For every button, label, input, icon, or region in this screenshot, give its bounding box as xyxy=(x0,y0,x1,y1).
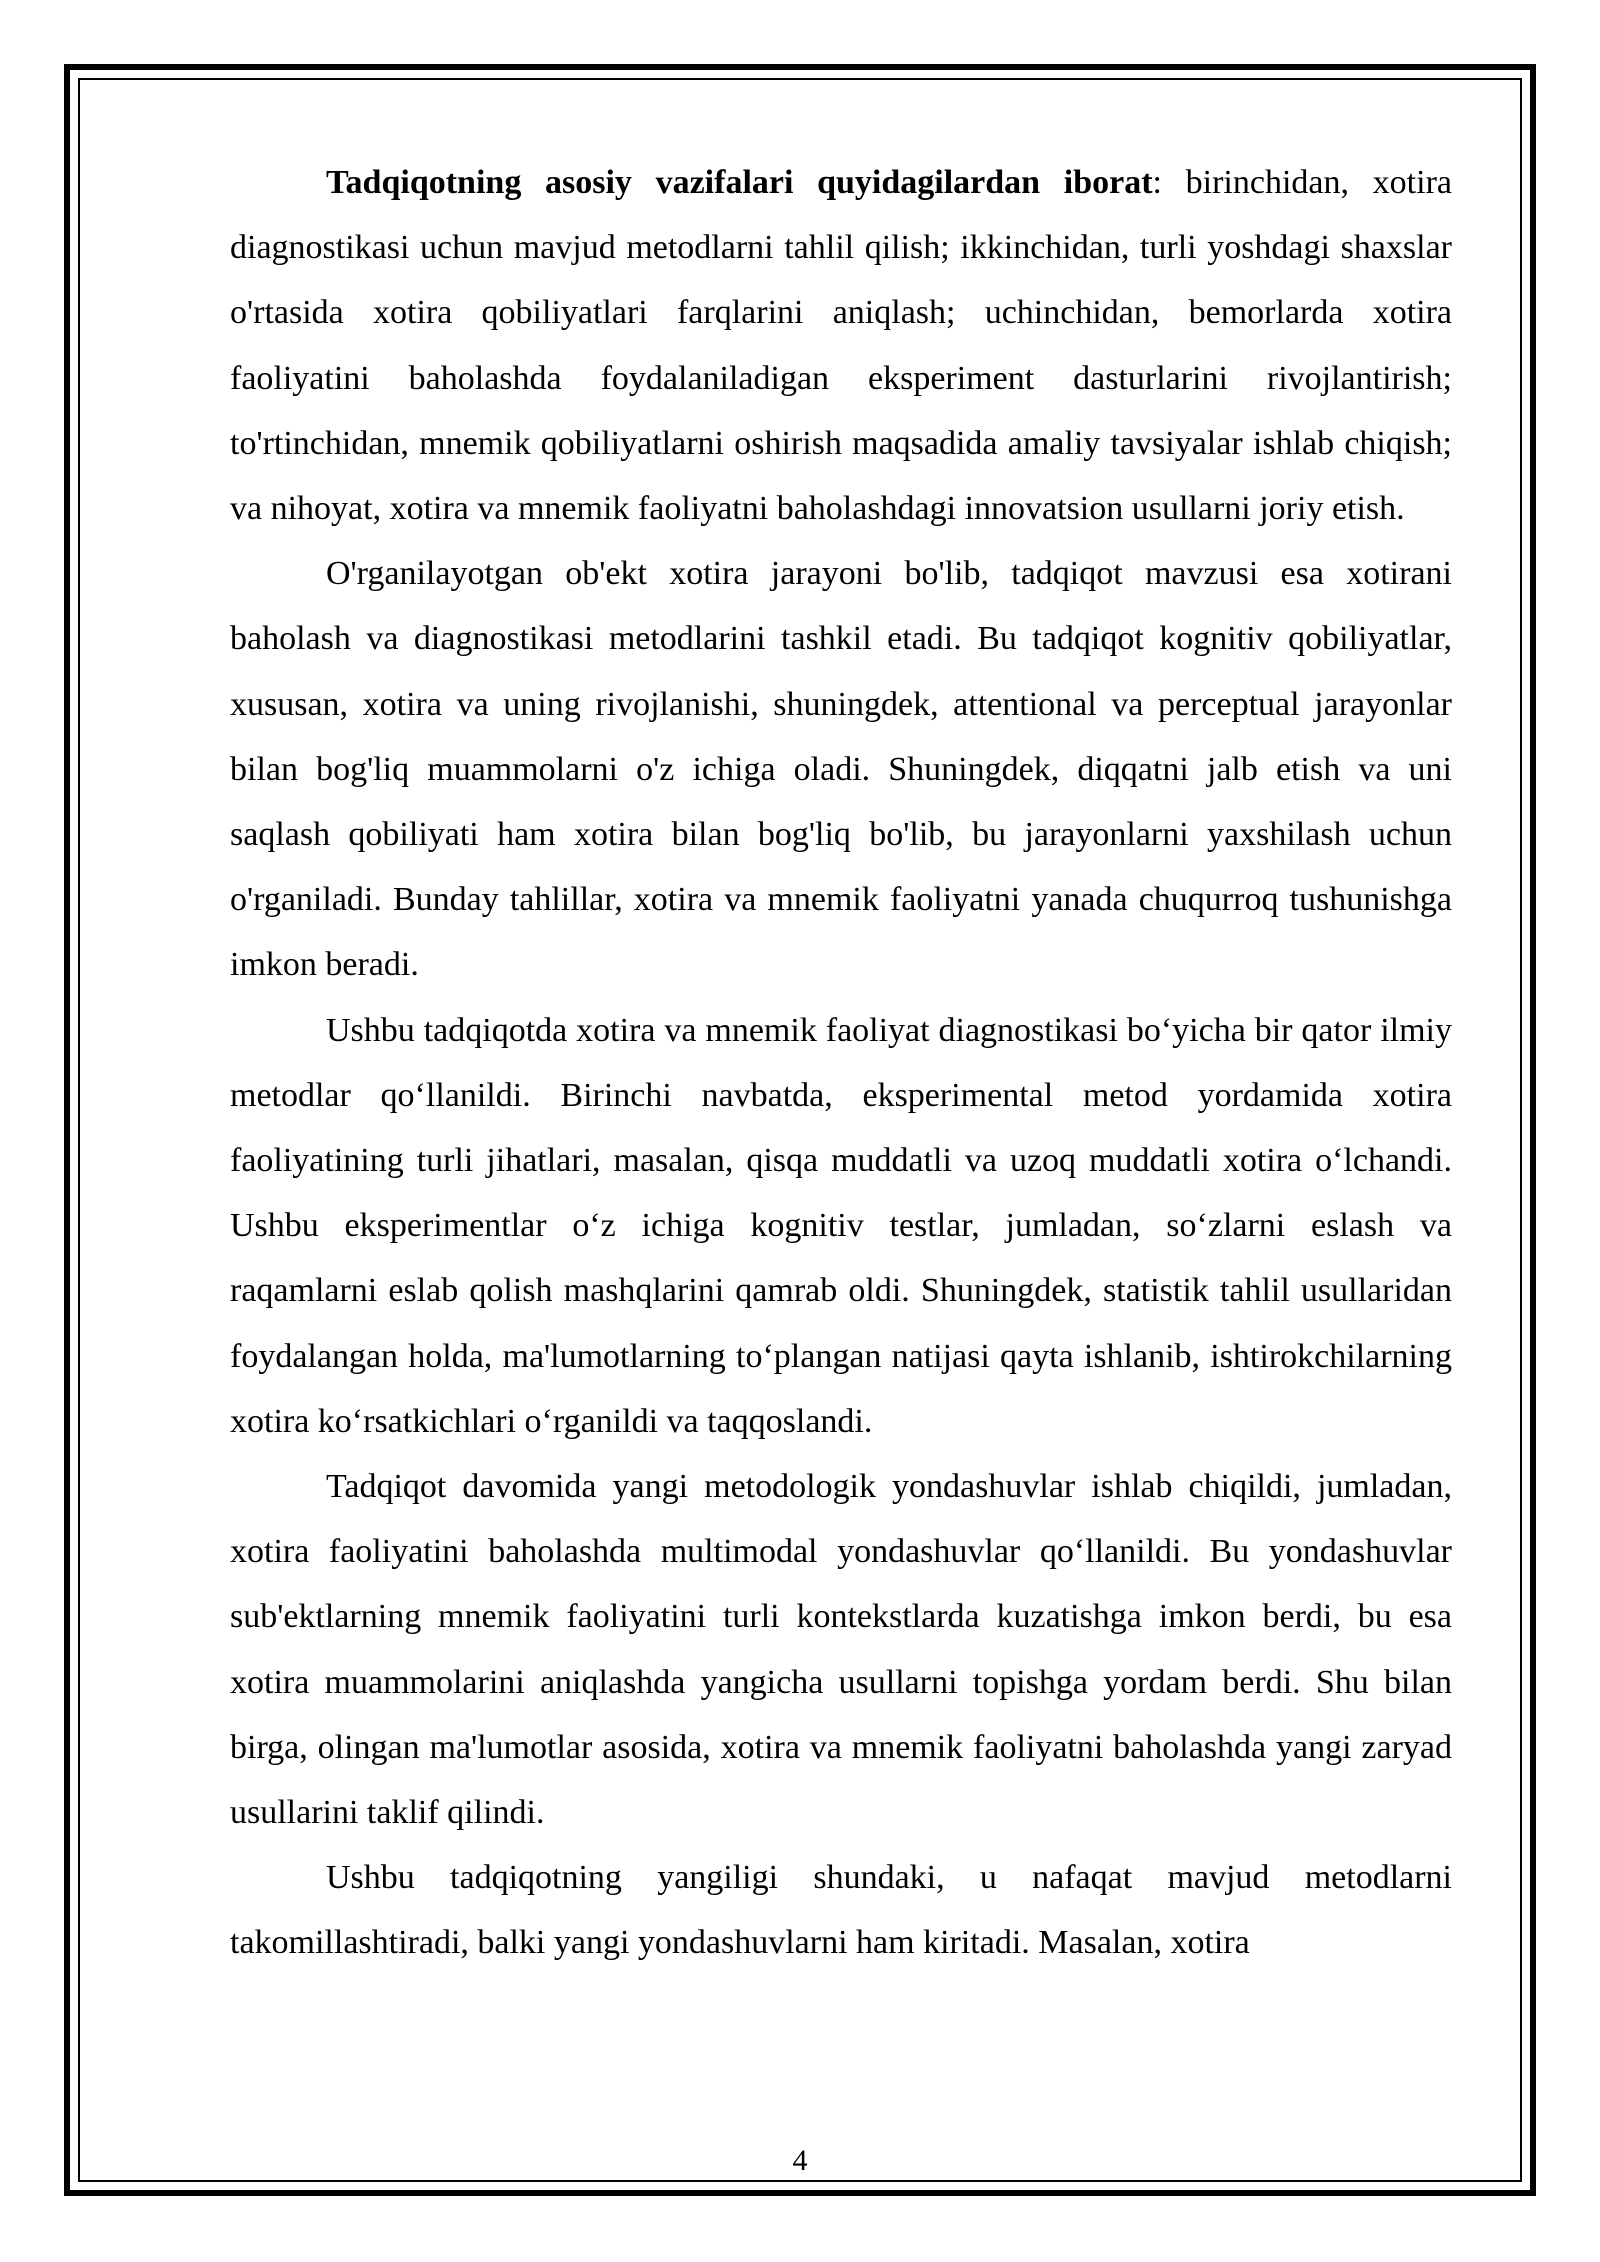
paragraph-methods: Ushbu tadqiqotda xotira va mnemik faoliyat diagnostikasi bo‘yicha bir qator ilmiy metodlar qo‘llanildi. Birinchi navbatda, eksperimental metod yordamida xotira faoliyatining turli jihatlari, masalan, qisqa muddatli va uzoq muddatli xotira o‘lchandi. Ushbu eksperimentlar o‘z ichiga kognitiv testlar, jumladan, so‘zlarni eslash va raqamlarni eslab qolish mashqlarini qamrab oldi. Shuningdek, statistik tahlil usullaridan foydalangan holda, ma'lumotlarning to‘plangan natijasi qayta ishlanib, ishtirokchilarning xotira ko‘rsatkichlari o‘rganildi va taqqoslandi. xyxy=(230,1011,1452,1440)
document-body xyxy=(230,150,1452,1976)
paragraph-approaches: Tadqiqot davomida yangi metodologik yondashuvlar ishlab chiqildi, jumladan, xotira faoliyatini baholashda multimodal yondashuvlar qo‘llanildi. Bu yondashuvlar sub'ektlarning mnemik faoliyatini turli kontekstlarda kuzatishga imkon berdi, bu esa xotira muammolarini aniqlashda yangicha usullarni topishga yordam berdi. Shu bilan birga, olingan ma'lumotlar asosida, xotira va mnemik faoliyatni baholashda yangi zaryad usullarini taklif qilindi. xyxy=(230,1468,1452,1832)
paragraph-text: : birinchidan, xotira diagnostikasi uchun mavjud metodlarni tahlil qilish; ikkinchidan, turli yoshdagi shaxslar o'rtasida xotira qobiliyatlari farqlarini aniqlash; uchinchidan, bemorlarda xotira faoliyatini baholashda foydalaniladigan eksperiment dasturlarini rivojlantirish; to'rtinchidan, mnemik qobiliyatlarni oshirish maqsadida amaliy tavsiyalar ishlab chiqish; va nihoyat, xotira va mnemik faoliyatni baholashdagi innovatsion usullarni joriy etish. xyxy=(230,164,1452,528)
paragraph-tasks xyxy=(230,150,1452,541)
paragraph-novelty: Ushbu tadqiqotning yangiligi shundaki, u nafaqat mavjud metodlarni takomillashtiradi, balki yangi yondashuvlarni ham kiritadi. Masalan, xotira xyxy=(230,1859,1452,1962)
page-number: 4 xyxy=(792,2144,808,2177)
paragraph-lead-bold: Tadqiqotning asosiy vazifalari quyidagilardan iborat xyxy=(326,164,1153,201)
paragraph-object: O'rganilayotgan ob'ekt xotira jarayoni bo'lib, tadqiqot mavzusi esa xotirani baholash va diagnostikasi metodlarini tashkil etadi. Bu tadqiqot kognitiv qobiliyatlar, xususan, xotira va uning rivojlanishi, shuningdek, attentional va perceptual jarayonlar bilan bog'liq muammolarni o'z ichiga oladi. Shuningdek, diqqatni jalb etish va uni saqlash qobiliyati ham xotira bilan bog'liq bo'lib, bu jarayonlarni yaxshilash uchun o'rganiladi. Bunday tahlillar, xotira va mnemik faoliyatni yanada chuqurroq tushunishga imkon beradi. xyxy=(230,555,1452,984)
